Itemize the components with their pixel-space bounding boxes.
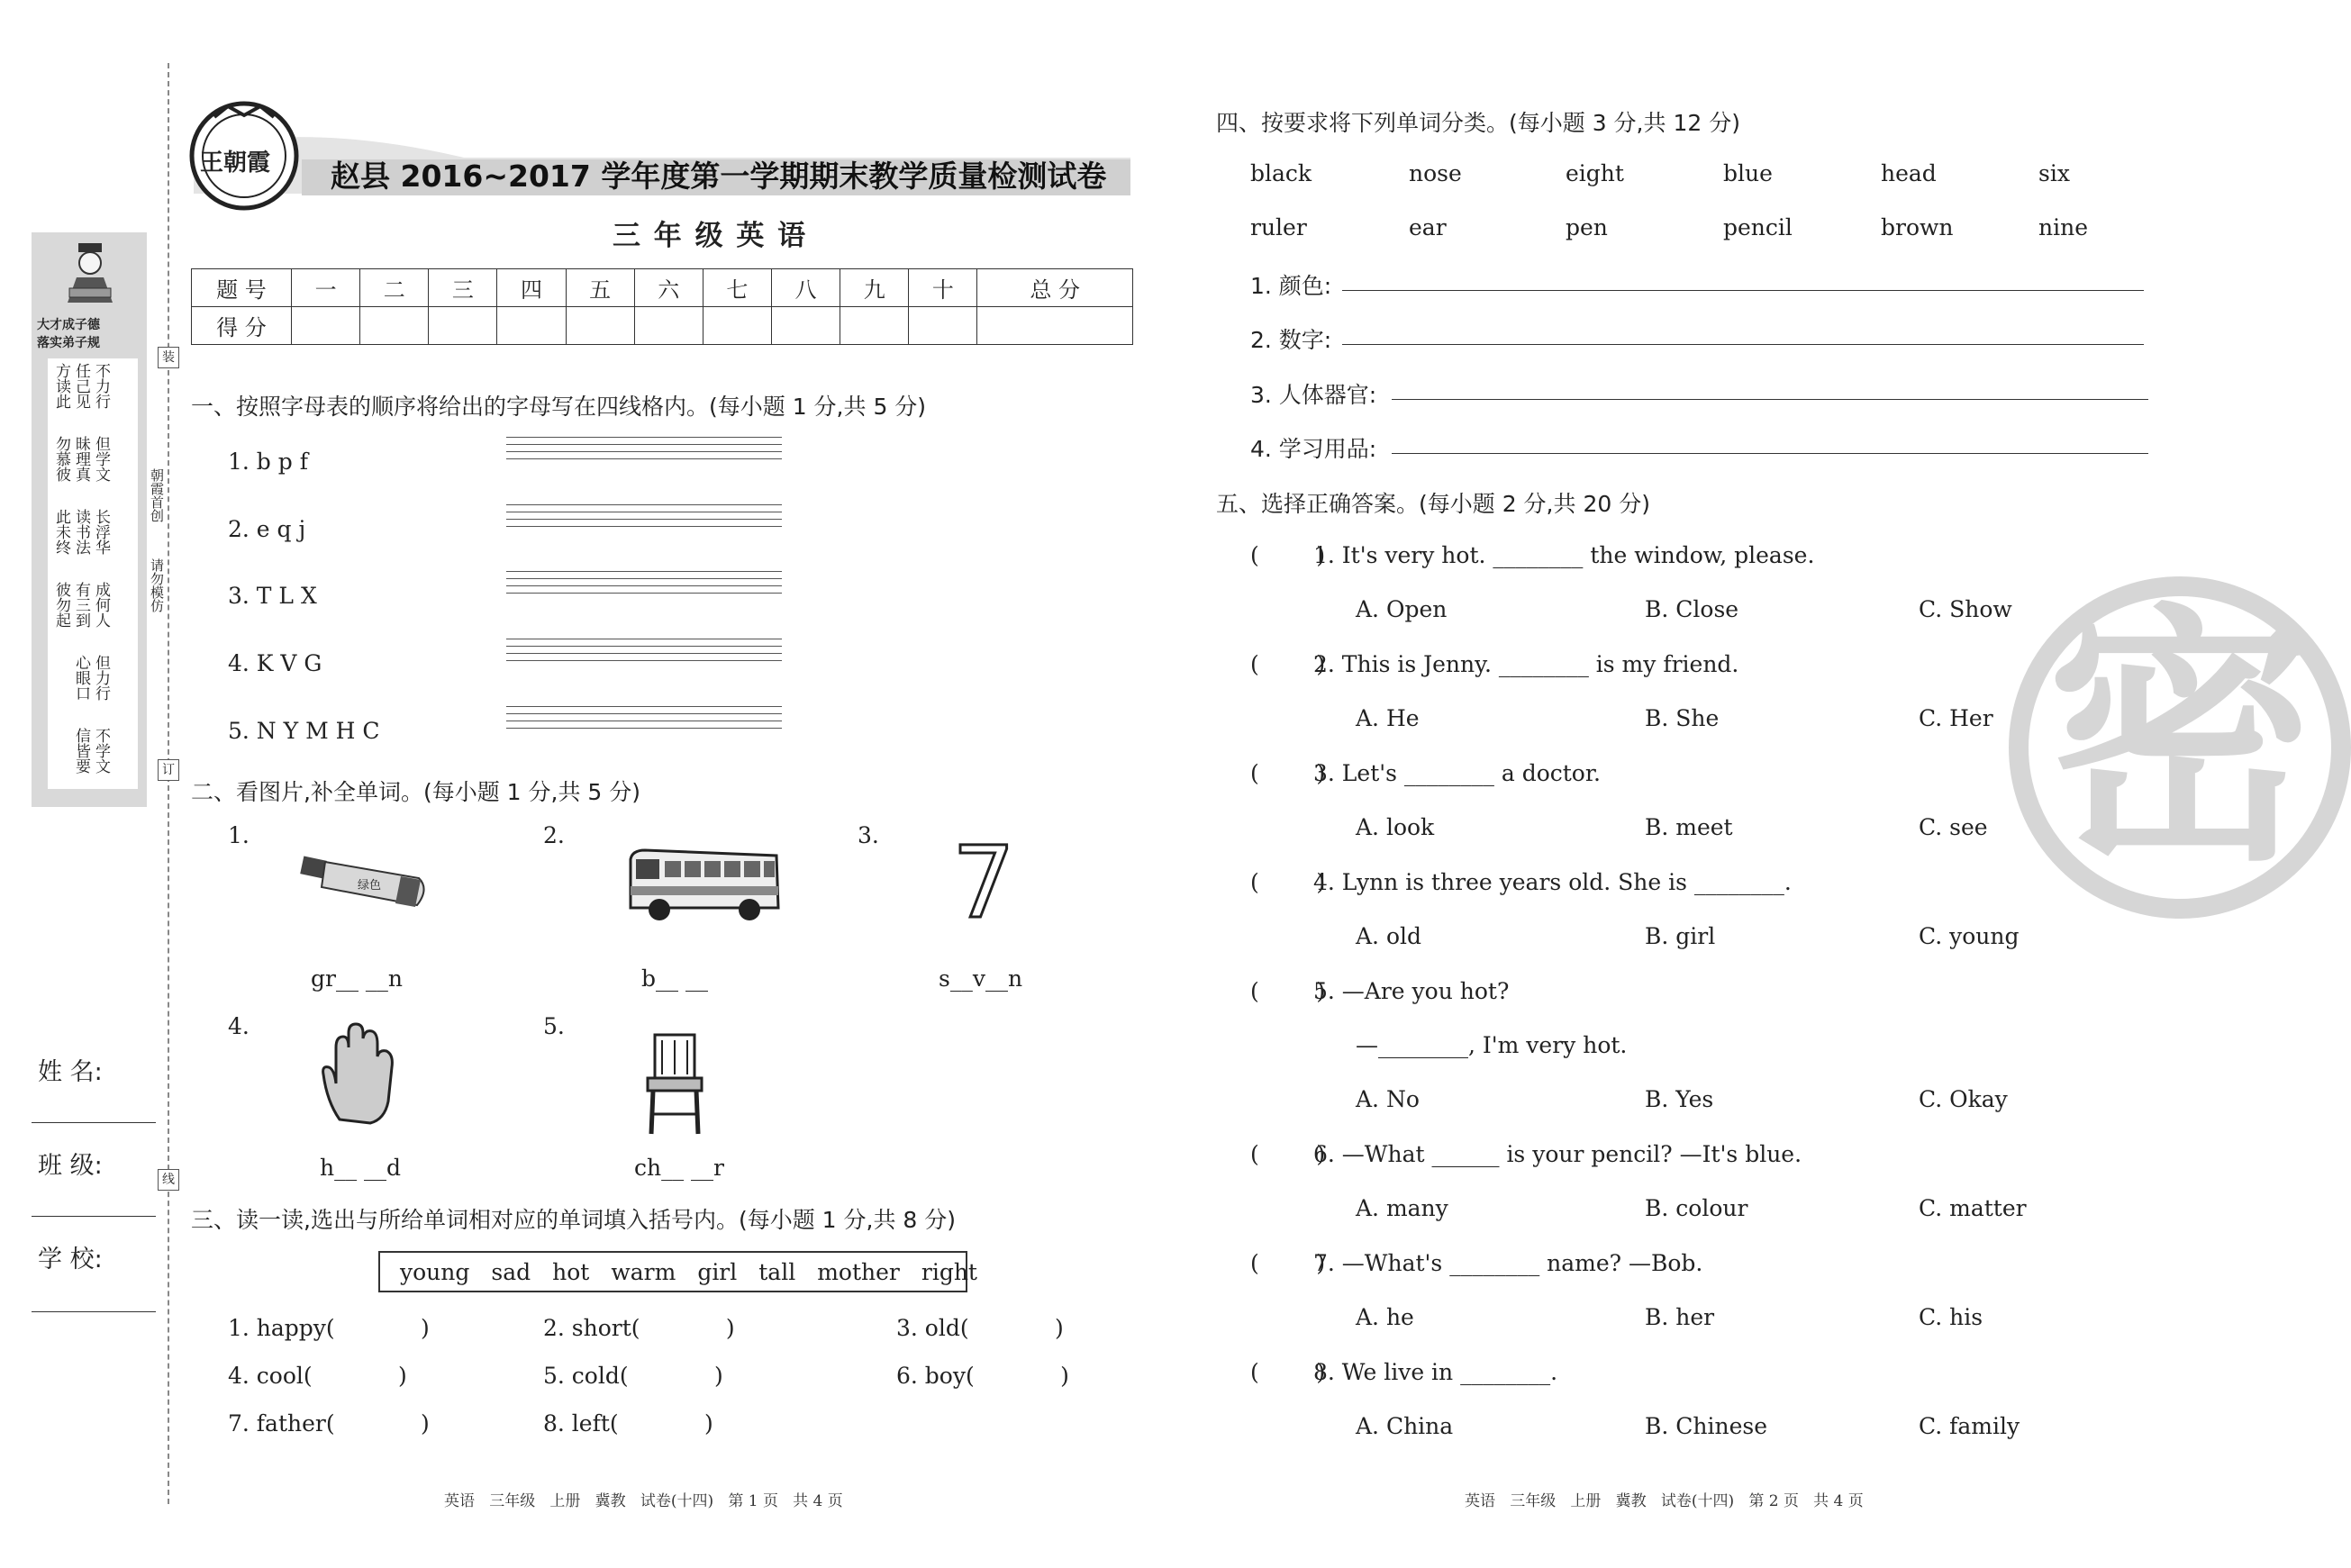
seal-mark-1: 装 (158, 347, 179, 368)
left-motto-panel (32, 232, 147, 807)
s5-q1-stem: 1. It's very hot. ________ the window, please. (1313, 542, 1815, 568)
s5-q6-stem: 6. —What ______ is your pencil? —It's blue. (1313, 1141, 1802, 1167)
s5-q8-option-b[interactable]: B. Chinese (1645, 1413, 1768, 1439)
paint-tube-icon (302, 851, 430, 916)
s5-q6-option-c[interactable]: C. matter (1919, 1195, 2027, 1221)
s4-category-2: 2. 数字: (1250, 327, 1332, 353)
score-cell[interactable] (840, 307, 909, 345)
school-field[interactable] (32, 1311, 156, 1312)
s5-q2-stem: 2. This is Jenny. ________ is my friend. (1313, 651, 1739, 677)
s4-word: pen (1566, 214, 1608, 240)
section5-title: 五、选择正确答案。(每小题 2 分,共 20 分) (1216, 491, 1650, 517)
bank-word: sad (491, 1258, 531, 1285)
col-header: 五 (566, 269, 634, 307)
bank-word: hot (552, 1258, 590, 1285)
s2-word-2: b__ __ (641, 965, 708, 992)
s5-q4-option-c[interactable]: C. young (1919, 923, 2020, 949)
number-seven: 7 (952, 825, 1015, 940)
s5-q4-option-a[interactable]: A. old (1356, 923, 1421, 949)
seal-mark-3: 线 (158, 1169, 179, 1191)
bank-word: right (921, 1258, 977, 1285)
s4-answer-line-1[interactable] (1342, 290, 2144, 291)
scholar-icon (59, 240, 122, 312)
bank-word: girl (697, 1258, 738, 1285)
score-cell[interactable] (429, 307, 497, 345)
exam-subtitle: 三 年 级 英 语 (613, 220, 808, 252)
bank-word: warm (611, 1258, 676, 1285)
s4-word: head (1881, 160, 1937, 186)
score-cell[interactable] (977, 307, 1133, 345)
s4-word: nose (1409, 160, 1462, 186)
s5-q6-option-b[interactable]: B. colour (1645, 1195, 1748, 1221)
answer-paren[interactable]: ( ) (1250, 869, 1326, 895)
footer-page-1: 英语 三年级 上册 冀教 试卷(十四) 第 1 页 共 4 页 (444, 1492, 843, 1510)
s4-word: ear (1409, 214, 1447, 240)
s5-q2-option-c[interactable]: C. Her (1919, 705, 1993, 731)
s4-word: pencil (1723, 214, 1793, 240)
score-cell[interactable] (360, 307, 429, 345)
s4-category-1: 1. 颜色: (1250, 273, 1332, 299)
s2-num-2: 2. (543, 822, 565, 848)
answer-paren[interactable]: ( ) (1250, 978, 1326, 1004)
col-header: 十 (909, 269, 977, 307)
s5-q7-option-c[interactable]: C. his (1919, 1304, 1983, 1330)
s3-item-3[interactable]: 3. old( ) (896, 1315, 1064, 1341)
bank-word: tall (758, 1258, 796, 1285)
s4-word: brown (1881, 214, 1954, 240)
four-line-grid-4[interactable] (506, 639, 782, 661)
four-line-grid-2[interactable] (506, 504, 782, 527)
s1-item-1: 1. b p f (228, 449, 308, 475)
s5-q5-option-c[interactable]: C. Okay (1919, 1086, 2008, 1112)
s2-word-4: h__ __d (320, 1155, 402, 1181)
s1-item-4: 4. K V G (228, 650, 322, 676)
s5-q7-stem: 7. —What's ________ name? —Bob. (1313, 1250, 1703, 1276)
bank-word: young (400, 1258, 470, 1285)
word-bank (378, 1251, 977, 1292)
row-label-question-number: 题 号 (192, 269, 292, 307)
logo-text: 王朝霞 (200, 150, 271, 177)
s3-item-6[interactable]: 6. boy( ) (896, 1363, 1069, 1389)
col-header: 二 (360, 269, 429, 307)
s5-q3-option-a[interactable]: A. look (1356, 814, 1435, 840)
s5-q3-option-b[interactable]: B. meet (1645, 814, 1733, 840)
s3-item-1[interactable]: 1. happy( ) (228, 1315, 430, 1341)
s5-q8-option-c[interactable]: C. family (1919, 1413, 2020, 1439)
s4-word: eight (1566, 160, 1624, 186)
s3-item-8[interactable]: 8. left( ) (543, 1410, 713, 1437)
class-field[interactable] (32, 1216, 156, 1217)
name-label: 姓 名: (38, 1058, 103, 1086)
s4-word: blue (1723, 160, 1773, 186)
answer-paren[interactable]: ( ) (1250, 1359, 1326, 1385)
s5-q3-option-c[interactable]: C. see (1919, 814, 1988, 840)
s5-q5-option-b[interactable]: B. Yes (1645, 1086, 1714, 1112)
col-header: 四 (497, 269, 566, 307)
s4-answer-line-2[interactable] (1342, 344, 2144, 345)
s5-q7-option-a[interactable]: A. he (1356, 1304, 1414, 1330)
s1-item-5: 5. N Y M H C (228, 718, 380, 744)
score-cell[interactable] (566, 307, 634, 345)
seal-char: 密 (2047, 583, 2317, 897)
s5-q5-stem-2: —________, I'm very hot. (1356, 1032, 1628, 1058)
s3-item-2[interactable]: 2. short( ) (543, 1315, 735, 1341)
answer-paren[interactable]: ( ) (1250, 542, 1326, 568)
answer-paren[interactable]: ( ) (1250, 651, 1326, 677)
s4-word: black (1250, 160, 1312, 186)
s4-word: six (2038, 160, 2070, 186)
s1-item-2: 2. e q j (228, 516, 306, 542)
footer-page-2: 英语 三年级 上册 冀教 试卷(十四) 第 2 页 共 4 页 (1465, 1492, 1864, 1510)
hand-icon (320, 1020, 403, 1128)
s3-item-4[interactable]: 4. cool( ) (228, 1363, 407, 1389)
s5-q4-option-b[interactable]: B. girl (1645, 923, 1716, 949)
school-label: 学 校: (38, 1246, 103, 1273)
s5-q5-stem: 5. —Are you hot? (1313, 978, 1510, 1004)
copyright-note: 朝霞首创 (149, 468, 165, 522)
binding-line (168, 63, 169, 1504)
s4-word: nine (2038, 214, 2088, 240)
answer-paren[interactable]: ( ) (1250, 1250, 1326, 1276)
class-label: 班 级: (38, 1152, 103, 1180)
score-cell[interactable] (634, 307, 703, 345)
four-line-grid-5[interactable] (506, 706, 782, 729)
score-value-row (192, 307, 1133, 345)
col-header: 七 (703, 269, 771, 307)
s5-q8-option-a[interactable]: A. China (1356, 1413, 1454, 1439)
s2-word-1: gr__ __n (311, 965, 404, 992)
four-line-grid-1[interactable] (506, 437, 782, 459)
name-field[interactable] (32, 1122, 156, 1123)
score-header-row (192, 269, 1133, 307)
col-header: 三 (429, 269, 497, 307)
s5-q8-stem: 8. We live in ________. (1313, 1359, 1558, 1385)
row-label-score: 得 分 (192, 307, 292, 345)
copyright-note-2: 请勿模仿 (149, 558, 165, 612)
seal-mark-2: 订 (158, 759, 179, 781)
bank-word: mother (817, 1258, 900, 1285)
score-cell[interactable] (909, 307, 977, 345)
score-cell[interactable] (497, 307, 566, 345)
motto-line-2: 落实弟子规 (37, 336, 100, 350)
section2-title: 二、看图片,补全单词。(每小题 1 分,共 5 分) (191, 779, 641, 805)
col-header: 八 (771, 269, 840, 307)
col-header: 一 (292, 269, 360, 307)
s5-q4-stem: 4. Lynn is three years old. She is ________. (1313, 869, 1792, 895)
score-cell[interactable] (771, 307, 840, 345)
motto-line-1: 大才成子德 (37, 318, 100, 332)
col-header: 六 (634, 269, 703, 307)
poem-block: 不力行 但学文 长浮华 成何人 但力行 不学文 任己见 昧理真 读书法 有三到 心眼口 信皆要 方读此 勿慕彼 此未终 彼勿起 (52, 363, 110, 774)
s5-q2-option-a[interactable]: A. He (1356, 705, 1420, 731)
section1-title: 一、按照字母表的顺序将给出的字母写在四线格内。(每小题 1 分,共 5 分) (191, 394, 927, 420)
s5-q2-option-b[interactable]: B. She (1645, 705, 1720, 731)
s4-category-3: 3. 人体器官: (1250, 382, 1377, 408)
s2-num-4: 4. (228, 1013, 250, 1039)
bus-icon (623, 847, 784, 928)
s4-answer-line-4[interactable] (1392, 453, 2148, 454)
col-header: 九 (840, 269, 909, 307)
s5-q7-option-b[interactable]: B. her (1645, 1304, 1715, 1330)
section4-title: 四、按要求将下列单词分类。(每小题 3 分,共 12 分) (1216, 110, 1740, 136)
s5-q1-option-c[interactable]: C. Show (1919, 596, 2012, 622)
s2-word-5: ch__ __r (634, 1155, 724, 1181)
score-table (191, 268, 1133, 345)
svg-text:绿色: 绿色 (358, 879, 382, 893)
s5-q1-option-a[interactable]: A. Open (1356, 596, 1448, 622)
s2-num-1: 1. (228, 822, 250, 848)
confidential-seal (2009, 576, 2351, 919)
s3-item-7[interactable]: 7. father( ) (228, 1410, 430, 1437)
exam-title: 赵县 2016~2017 学年度第一学期期末教学质量检测试卷 (331, 159, 1107, 194)
s5-q1-option-b[interactable]: B. Close (1645, 596, 1739, 622)
s4-category-4: 4. 学习用品: (1250, 436, 1377, 462)
col-header: 总 分 (977, 269, 1133, 307)
s5-q6-option-a[interactable]: A. many (1356, 1195, 1448, 1221)
score-cell[interactable] (292, 307, 360, 345)
s2-word-3: s__v__n (939, 965, 1023, 992)
s1-item-3: 3. T L X (228, 583, 317, 609)
s2-num-5: 5. (543, 1013, 565, 1039)
s4-word: ruler (1250, 214, 1307, 240)
s5-q5-option-a[interactable]: A. No (1356, 1086, 1420, 1112)
score-cell[interactable] (703, 307, 771, 345)
s2-num-3: 3. (858, 822, 879, 848)
s4-answer-line-3[interactable] (1392, 399, 2148, 400)
answer-paren[interactable]: ( ) (1250, 760, 1326, 786)
section3-title: 三、读一读,选出与所给单词相对应的单词填入括号内。(每小题 1 分,共 8 分) (191, 1207, 957, 1233)
four-line-grid-3[interactable] (506, 571, 782, 594)
s3-item-5[interactable]: 5. cold( ) (543, 1363, 723, 1389)
answer-paren[interactable]: ( ) (1250, 1141, 1326, 1167)
chair-icon (642, 1031, 707, 1137)
s5-q3-stem: 3. Let's ________ a doctor. (1313, 760, 1601, 786)
